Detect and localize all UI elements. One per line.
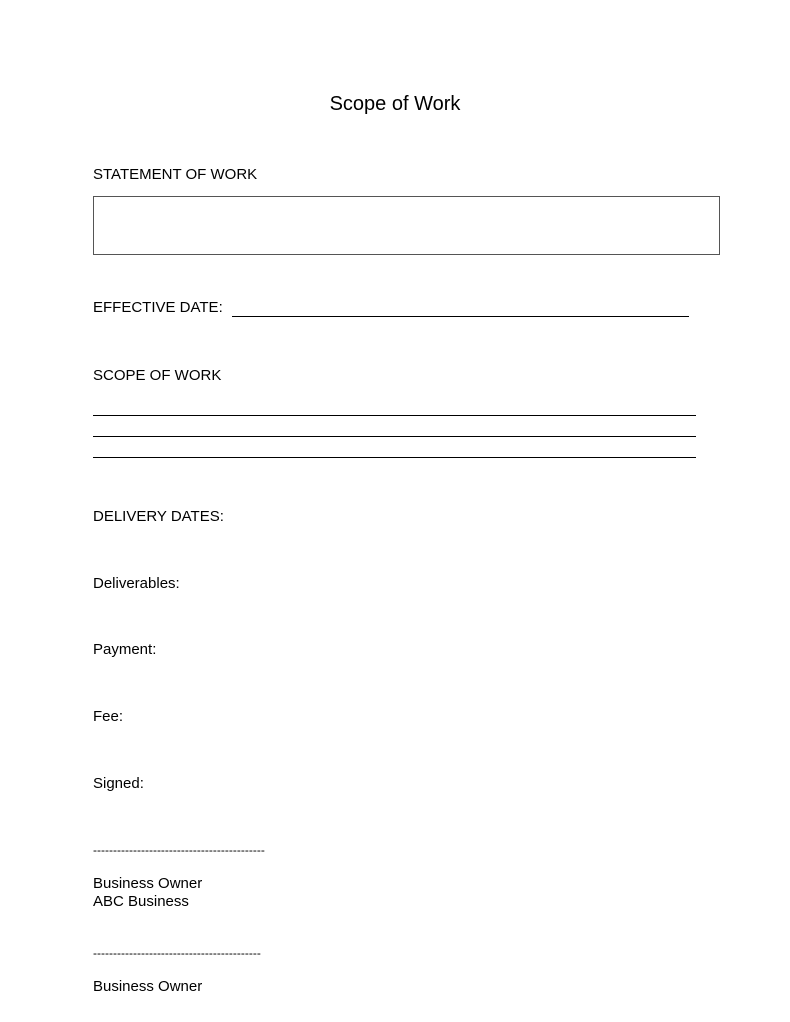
scope-of-work-line-2[interactable] (93, 436, 696, 437)
scope-of-work-heading: SCOPE OF WORK (93, 367, 222, 384)
effective-date-field-line[interactable] (232, 316, 689, 317)
statement-of-work-heading: STATEMENT OF WORK (93, 166, 258, 183)
effective-date-row (93, 299, 223, 319)
signature-2-name: Business Owner (93, 978, 203, 995)
payment-label: Payment: (93, 641, 157, 658)
signature-1-name: Business Owner (93, 875, 203, 892)
signature-line-2[interactable]: ------------------------------------------ (93, 946, 261, 960)
scope-of-work-line-3[interactable] (93, 457, 696, 458)
delivery-dates-label: DELIVERY DATES: (93, 508, 224, 525)
signed-label: Signed: (93, 775, 144, 792)
signature-line-1[interactable]: ------------------------------------------- (93, 843, 265, 857)
signature-1-company: ABC Business (93, 893, 189, 910)
effective-date-label: EFFECTIVE DATE: (93, 299, 223, 316)
statement-of-work-box[interactable] (93, 196, 720, 255)
deliverables-label: Deliverables: (93, 575, 180, 592)
page-title: Scope of Work (329, 93, 461, 115)
fee-label: Fee: (93, 708, 124, 725)
scope-of-work-line-1[interactable] (93, 415, 696, 416)
